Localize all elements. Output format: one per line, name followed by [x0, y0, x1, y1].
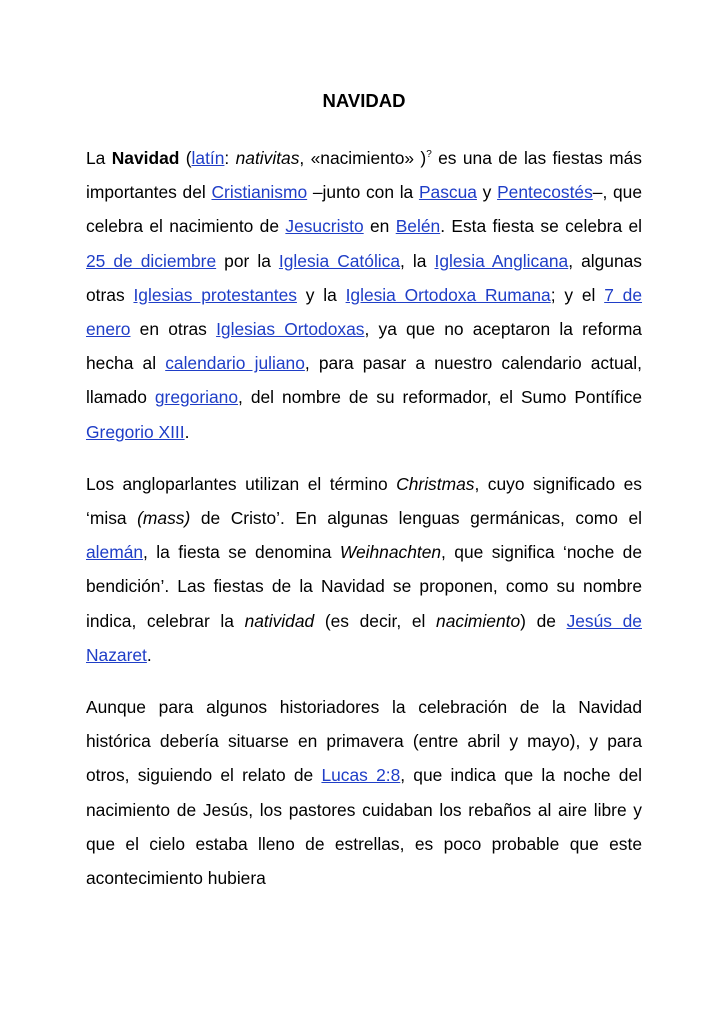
page-title: NAVIDAD [322, 90, 406, 111]
link-latín[interactable]: latín [191, 148, 225, 168]
text-run: , que indica que la noche del nacimiento de Jesús, los pastores cuidaban los rebaños al aire libre y que el cielo estaba lleno de estrellas, es poco probable que este acontecimiento hubiera [86, 765, 642, 889]
text-run: ( [179, 148, 192, 168]
footnote-marker: ? [426, 149, 432, 160]
text-run: , la fiesta se denomina [143, 542, 340, 563]
link-jesús-de-nazaret[interactable]: Jesús de Nazaret [86, 610, 642, 665]
link-pentecostés[interactable]: Pentecostés [497, 182, 593, 203]
link-iglesia-católica[interactable]: Iglesia Católica [278, 250, 401, 271]
italic-term: nacimiento [436, 610, 521, 631]
link-lucas-2-8[interactable]: Lucas 2:8 [321, 765, 401, 786]
italic-term: (mass) [137, 508, 191, 529]
text-run: , cuyo significado es ‘misa [86, 473, 642, 529]
text-run: (es decir, el [314, 610, 437, 631]
text-run: y la [296, 284, 346, 305]
link-iglesias-protestantes[interactable]: Iglesias protestantes [133, 284, 297, 305]
paragraph-3 [86, 690, 642, 895]
text-run: y [476, 182, 498, 203]
link-iglesias-ortodoxas[interactable]: Iglesias Ortodoxas [216, 319, 365, 340]
link-jesucristo[interactable]: Jesucristo [285, 216, 364, 237]
text-run: en otras [130, 319, 217, 340]
italic-term: Christmas [396, 473, 475, 494]
text-run: La [86, 148, 112, 168]
link-calendario-juliano[interactable]: calendario juliano [165, 353, 305, 374]
text-run: , del nombre de su reformador, el Sumo Pontífice [238, 387, 642, 408]
paragraph-1 [86, 138, 642, 449]
text-run: de Cristo’. En algunas lenguas germánicas, como el [190, 508, 643, 529]
text-run: es una de las fiestas más importantes del [86, 148, 643, 203]
link-cristianismo[interactable]: Cristianismo [211, 182, 308, 203]
text-run: , algunas otras [86, 250, 642, 305]
text-run: ; y el [550, 284, 605, 305]
document-body [86, 88, 642, 913]
link-belén[interactable]: Belén [395, 216, 441, 237]
text-run: , para pasar a nuestro calendario actual, llamado [86, 353, 642, 408]
text-run: . [146, 644, 152, 665]
text-run: , ya que no aceptaron la reforma hecha al [86, 319, 642, 374]
text-run: , «nacimiento» ) [299, 148, 427, 168]
text-run: ) de [520, 610, 567, 631]
italic-term: Weihnachten [339, 542, 442, 563]
text-run: . Esta fiesta se celebra el [440, 216, 643, 237]
link-gregorio-xiii[interactable]: Gregorio XIII [86, 421, 185, 442]
text-run: , que significa ‘noche de bendición’. Las fiestas de la Navidad se proponen, como su nombre indica, celebrar la [86, 542, 643, 631]
bold-term: Navidad [111, 148, 180, 168]
italic-term: nativitas [235, 148, 300, 168]
text-run: Los angloparlantes utilizan el término [86, 473, 397, 494]
link-7-de-enero[interactable]: 7 de enero [86, 284, 643, 340]
text-run: por la [216, 250, 279, 271]
text-run: en [363, 216, 396, 237]
link-gregoriano[interactable]: gregoriano [154, 387, 239, 408]
link-pascua[interactable]: Pascua [418, 182, 477, 203]
link-25-de-diciembre[interactable]: 25 de diciembre [86, 250, 217, 271]
text-run: Aunque para algunos historiadores la celebración de la Navidad histórica debería situarse en primavera (entre abril y mayo), y para otros, siguiendo el relato de [86, 697, 642, 786]
paragraph-2 [86, 467, 642, 672]
text-run: , la [400, 250, 435, 271]
text-run: –junto con la [307, 182, 419, 203]
text-run: : [224, 148, 236, 168]
italic-term: natividad [244, 610, 315, 631]
link-iglesia-anglicana[interactable]: Iglesia Anglicana [434, 250, 569, 271]
link-iglesia-ortodoxa-rumana[interactable]: Iglesia Ortodoxa Rumana [345, 284, 551, 305]
text-run: . [184, 421, 190, 442]
text-run: –, que celebra el nacimiento de [86, 182, 643, 237]
link-alemán[interactable]: alemán [86, 542, 144, 563]
